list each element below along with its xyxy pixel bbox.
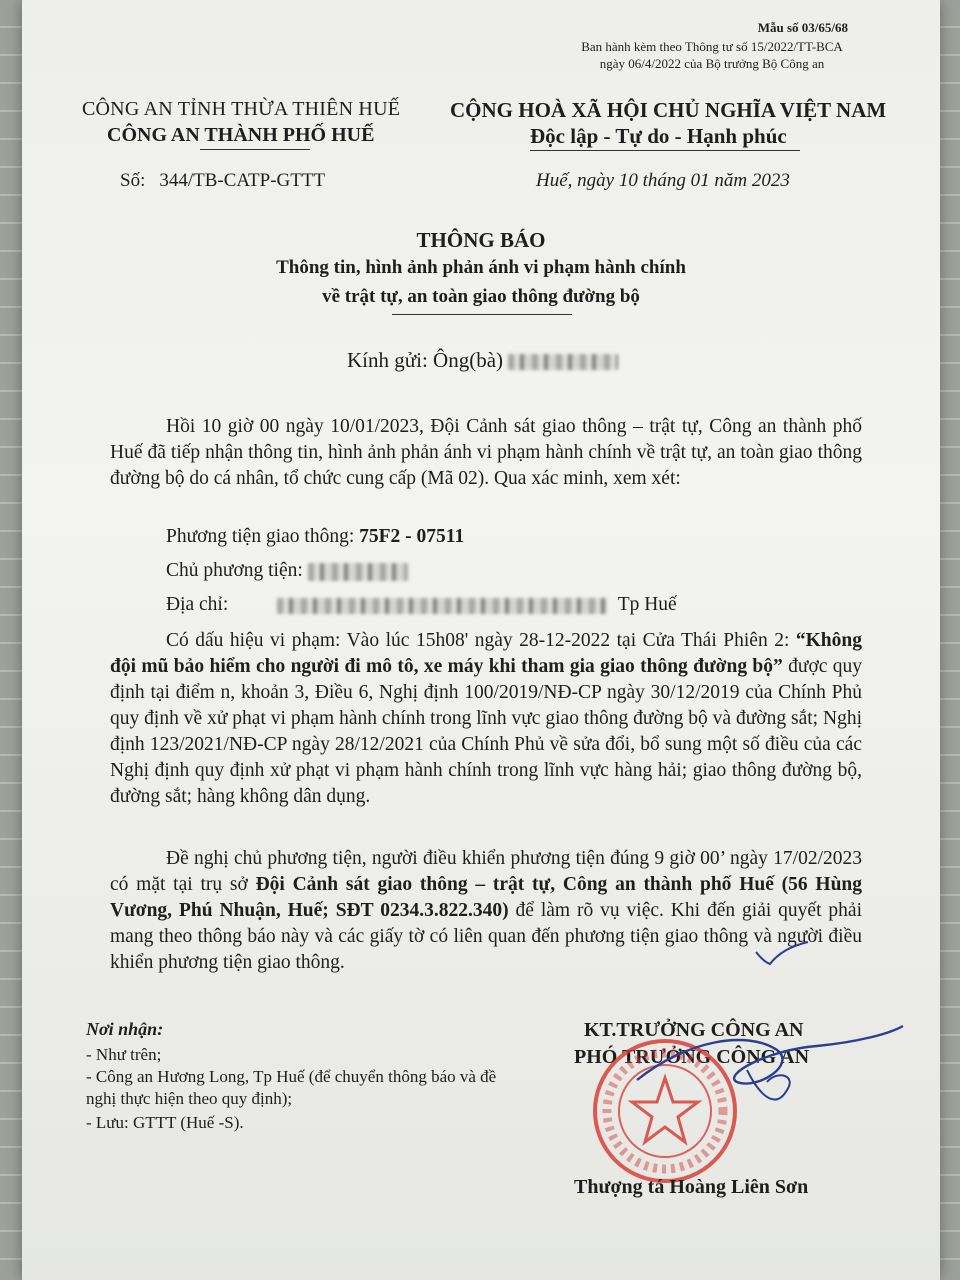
redacted-owner-name xyxy=(308,563,408,581)
address-city: Tp Huế xyxy=(617,594,677,615)
request-part-1: Đề nghị chủ phương tiện, người điều khiển phương tiện đúng 9 giờ 00’ ngày 17/02/2023 có mặt tại trụ sở xyxy=(110,848,862,895)
owner-label: Chủ phương tiện: xyxy=(166,560,303,581)
recipients-label: Nơi nhận: xyxy=(86,1019,164,1039)
document-number xyxy=(120,170,325,192)
signature-title-line-2: PHÓ TRƯỞNG CÔNG AN xyxy=(574,1046,810,1068)
agency-parent: CÔNG AN TỈNH THỪA THIÊN HUẾ xyxy=(82,98,401,120)
greeting-label: Kính gửi: Ông(bà) xyxy=(347,348,504,372)
handwritten-tick-mark xyxy=(752,938,812,968)
signer-name: Thượng tá Hoàng Liên Sơn xyxy=(574,1176,809,1198)
handwritten-signature xyxy=(627,1020,907,1110)
title-underline xyxy=(392,314,572,315)
request-office: Đội Cảnh sát giao thông – trật tự, Công an thành phố Huế (56 Hùng Vương, Phú Nhuận, Huế; SĐT 0234.3.822.340) xyxy=(110,874,863,921)
violation-quote: “Không đội mũ bảo hiểm cho người đi mô tô, xe máy khi tham gia giao thông đường bộ” xyxy=(110,630,862,677)
redacted-address xyxy=(277,598,607,614)
address-row xyxy=(166,594,677,616)
paragraph-violation xyxy=(110,628,862,810)
paragraph-request xyxy=(110,846,862,976)
form-issuance-note xyxy=(567,38,857,72)
recipient-item-2: - Công an Hương Long, Tp Huế (để chuyển thông báo và đề nghị thực hiện theo quy định); xyxy=(86,1067,497,1108)
signature-title-line-1: KT.TRƯỞNG CÔNG AN xyxy=(584,1019,804,1041)
nation-title: CỘNG HOÀ XÃ HỘI CHỦ NGHĨA VIỆT NAM xyxy=(450,98,887,122)
form-note-line-1: Ban hành kèm theo Thông tư số 15/2022/TT-BCA xyxy=(581,39,843,54)
document-subtitle-line-2: về trật tự, an toàn giao thông đường bộ xyxy=(322,286,640,307)
violation-intro: Có dấu hiệu vi phạm: Vào lúc 15h08' ngày 28-12-2022 tại Cửa Thái Phiên 2: xyxy=(166,630,790,651)
motto-underline xyxy=(530,150,800,151)
vehicle-row xyxy=(166,526,464,548)
document-page xyxy=(22,0,940,1280)
request-part-2: để làm rõ vụ việc. Khi đến giải quyết phải mang theo thông báo này và các giấy tờ có liên quan đến phương tiện giao thông và người điều khiển phương tiện giao thông. xyxy=(110,900,862,973)
agency-underline xyxy=(200,149,310,150)
recipient-item-1: - Như trên; xyxy=(86,1045,162,1064)
violation-legal-basis: được quy định tại điểm n, khoản 3, Điều 6, Nghị định 100/2019/NĐ-CP ngày 30/12/2019 của Chính Phủ quy định về xử phạt vi phạm hành chính trong lĩnh vực giao thông đường bộ và đường sắt; Nghị định 123/2021/NĐ-CP ngày 28/12/2021 của Chính Phủ về sửa đổi, bổ sung một số điều của các Nghị định quy định xử phạt vi phạm hành chính trong lĩnh vực hàng hải; giao thông đường bộ, đường sắt; hàng không dân dụng. xyxy=(110,656,863,807)
form-number: Mẫu số 03/65/68 xyxy=(757,20,848,35)
recipient-item-3: - Lưu: GTTT (Huế -S). xyxy=(86,1113,244,1132)
agency-name: CÔNG AN THÀNH PHỐ HUẾ xyxy=(107,124,375,146)
place-date: Huế, ngày 10 tháng 01 năm 2023 xyxy=(536,170,790,191)
vehicle-plate: 75F2 - 07511 xyxy=(359,526,465,547)
vehicle-label: Phương tiện giao thông: xyxy=(166,526,355,547)
greeting xyxy=(347,348,618,373)
document-title: THÔNG BÁO xyxy=(416,228,546,252)
document-number-label: Số: xyxy=(120,170,146,191)
document-number-value: 344/TB-CATP-GTTT xyxy=(159,170,326,191)
nation-motto: Độc lập - Tự do - Hạnh phúc xyxy=(530,124,787,148)
paragraph-receipt: Hồi 10 giờ 00 ngày 10/01/2023, Đội Cảnh sát giao thông – trật tự, Công an thành phố Huế đã tiếp nhận thông tin, hình ảnh phản ánh vi phạm hành chính về trật tự, an toàn giao thông đường bộ do cá nhân, tổ chức cung cấp (Mã 02). Qua xác minh, xem xét: xyxy=(110,416,862,489)
document-subtitle-line-1: Thông tin, hình ảnh phản ánh vi phạm hành chính xyxy=(276,257,686,278)
redacted-recipient-name xyxy=(508,354,618,370)
address-label: Địa chỉ: xyxy=(166,594,229,615)
owner-row xyxy=(166,560,408,582)
form-note-line-2: ngày 06/4/2022 của Bộ trưởng Bộ Công an xyxy=(599,56,825,71)
